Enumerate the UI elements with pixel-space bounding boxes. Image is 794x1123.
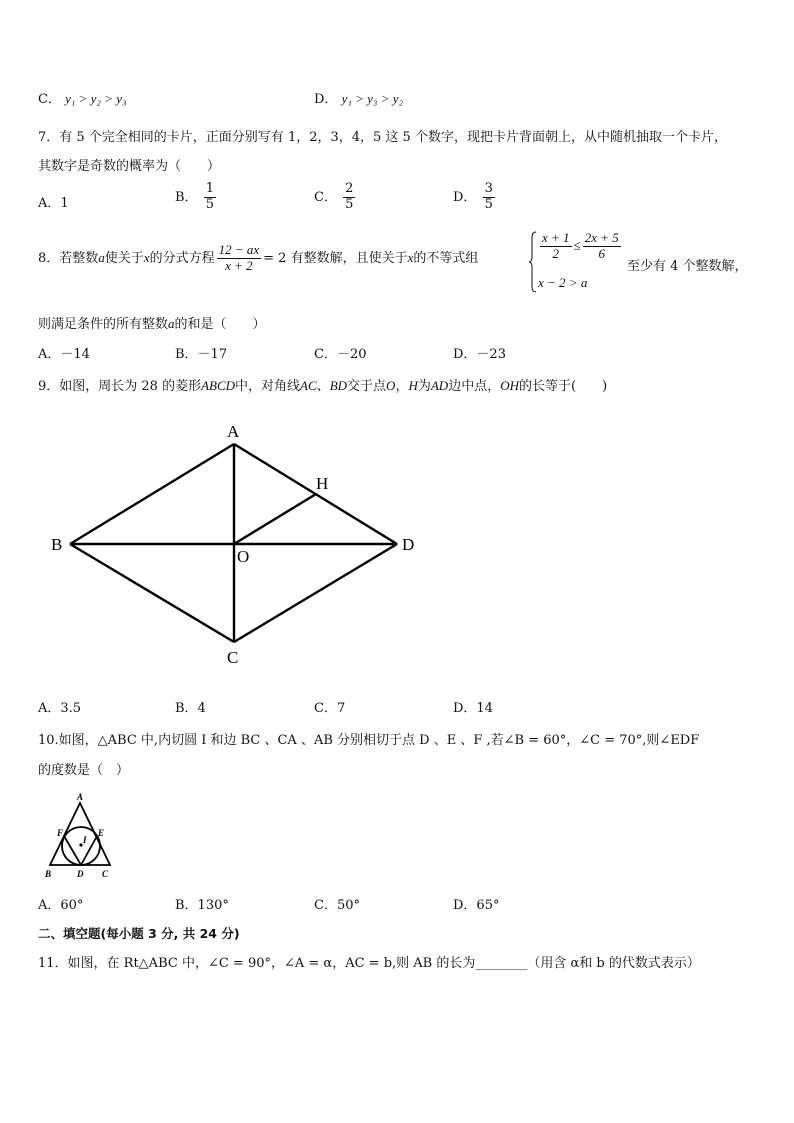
q7-option-c: C． $\frac{2}{5}$ — [314, 181, 354, 212]
section-fill-in-heading: 二、填空题(每小题 3 分, 共 24 分) — [38, 926, 240, 941]
q8-brace — [529, 231, 537, 293]
q7-option-d: D． $\frac{3}{5}$ — [453, 181, 493, 212]
q7-option-a: A．1 — [38, 196, 69, 211]
q10-segment-fd — [64, 836, 81, 865]
q8-stem-line1: 8．若整数a使关于x的分式方程 $\frac{12 - ax}{x + 2}$ = 2 有整数解，且使关于x的不等式组 — [38, 242, 479, 273]
q9-segment-oh — [234, 494, 316, 544]
q9-rhombus-figure — [40, 415, 430, 670]
q10-option-b: B．130° — [175, 898, 229, 913]
q10-label-d: D — [77, 869, 84, 879]
q8-inequality-2: x − 2 > a — [538, 275, 588, 290]
q11-stem: 11．如图，在 Rt△ABC 中，∠C = 90°，∠A = α，AC = b,则 AB 的长为________（用含 α和 b 的代数式表示） — [38, 956, 700, 971]
q9-edge-bc — [70, 544, 234, 642]
q9-option-b: B．4 — [175, 701, 206, 716]
q9-option-c: C．7 — [314, 701, 346, 716]
q9-edge-cd — [234, 544, 397, 642]
q10-label-b: B — [45, 869, 52, 879]
q10-option-d: D．65° — [453, 898, 500, 913]
q10-label-f: F — [57, 828, 64, 838]
q10-label-c: C — [102, 869, 109, 879]
q10-stem-line1: 10.如图，△ABC 中,内切圆 I 和边 BC 、CA 、AB 分别相切于点 D 、E 、F ,若∠B = 60°，∠C = 70°,则∠EDF — [38, 733, 700, 748]
q9-option-a: A．3.5 — [38, 701, 82, 716]
q8-option-d: D．－23 — [453, 347, 506, 362]
q6-option-d-expr: y₁ > y₃ > y₂ — [341, 91, 403, 106]
q9-edge-ab — [70, 444, 234, 544]
q9-stem: 9．如图，周长为 28 的菱形ABCD中，对角线AC、BD交于点O，H为AD边中点，OH的长等于( ) — [38, 378, 608, 394]
q9-label-o: O — [237, 547, 250, 566]
q10-label-i: I — [83, 835, 87, 845]
q7-stem-line2: 其数字是奇数的概率为（ ） — [38, 159, 221, 174]
q6-option-c: C． y₁ > y₂ > y₃ — [38, 91, 127, 107]
q10-option-a: A．60° — [38, 898, 84, 913]
q9-label-c: C — [227, 648, 239, 667]
q8-inequality-1: $\frac{x + 1}{2}$ ≤ $\frac{2x + 5}{6}$ — [542, 230, 619, 261]
q9-label-a: A — [227, 422, 240, 441]
q8-option-b: B．－17 — [175, 347, 228, 362]
q6-option-d: D． y₁ > y₃ > y₂ — [314, 91, 403, 107]
q8-stem-line2: 则满足条件的所有整数a的和是（ ） — [38, 316, 266, 332]
q10-label-a: A — [77, 792, 84, 802]
q7-option-b: B． $\frac{1}{5}$ — [175, 181, 214, 212]
q9-label-d: D — [402, 535, 415, 554]
q10-incircle-figure — [42, 788, 118, 880]
q7-stem-line1: 7．有 5 个完全相同的卡片，正面分别写有 1，2，3，4，5 这 5 个数字，现把卡片背面朝上，从中随机抽取一个卡片， — [38, 130, 727, 145]
q10-option-c: C．50° — [314, 898, 360, 913]
q6-option-c-expr: y₁ > y₂ > y₃ — [65, 91, 127, 106]
q8-option-a: A．－14 — [38, 347, 90, 362]
q9-option-d: D．14 — [453, 701, 493, 716]
q8-option-c: C．－20 — [314, 347, 367, 362]
q10-stem-line2: 的度数是（ ） — [38, 763, 130, 778]
q9-label-h: H — [316, 474, 329, 493]
q8-inequality-system — [529, 231, 639, 293]
q8-stem-tail: 至少有 4 个整数解， — [627, 259, 748, 274]
q9-label-b: B — [51, 535, 63, 554]
q10-label-e: E — [98, 828, 105, 838]
